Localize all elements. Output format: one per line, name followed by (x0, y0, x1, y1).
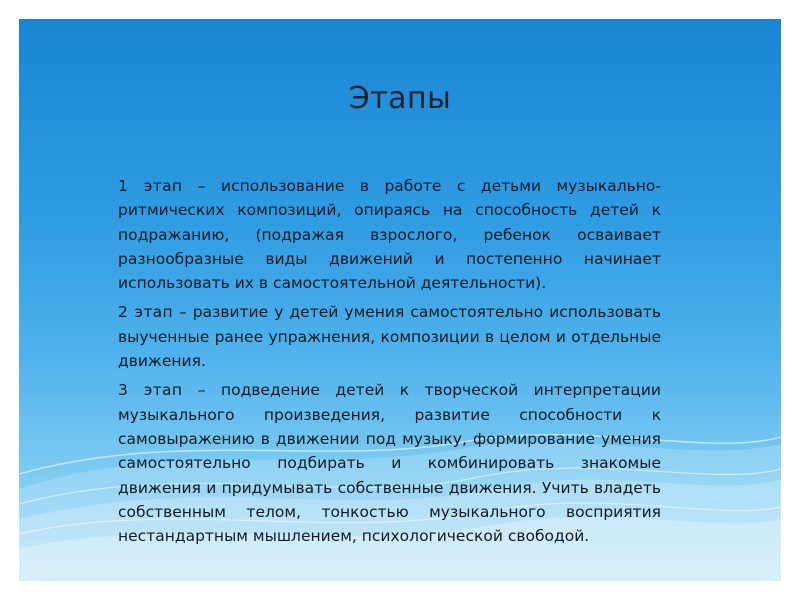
stage-2-text: – развитие у детей умения самостоятельно использовать выученные ранее упражнения, композиции в целом и отдельные движения. (118, 303, 661, 371)
slide-body (118, 174, 661, 553)
stage-1-label: 1 этап (118, 177, 183, 195)
stage-1-paragraph (118, 174, 661, 295)
slide-title: Этапы (348, 81, 452, 116)
stage-2-paragraph (118, 300, 661, 373)
stage-2-label: 2 этап (118, 303, 173, 322)
stage-1-text: – использование в работе с детьми музыкально-ритмических композиций, опираясь на способность детей к подражанию, (подражая взрослого, ребенок осваивает разнообразные виды движений и постепенно начинает использовать их в самостоятельной деятельности). (118, 177, 661, 293)
stage-3-paragraph (118, 378, 661, 548)
stage-3-text: – подведение детей к творческой интерпретации музыкального произведения, развитие способности к самовыражению в движении под музыку, формирование умения самостоятельно подбирать и комбинировать знакомые движения и придумывать собственные движения. Учить владеть собственным телом, тонкостью музыкального восприятия нестандартным мышлением, психологической свободой. (118, 381, 661, 546)
slide (19, 19, 781, 581)
stage-3-label: 3 этап (118, 381, 183, 400)
